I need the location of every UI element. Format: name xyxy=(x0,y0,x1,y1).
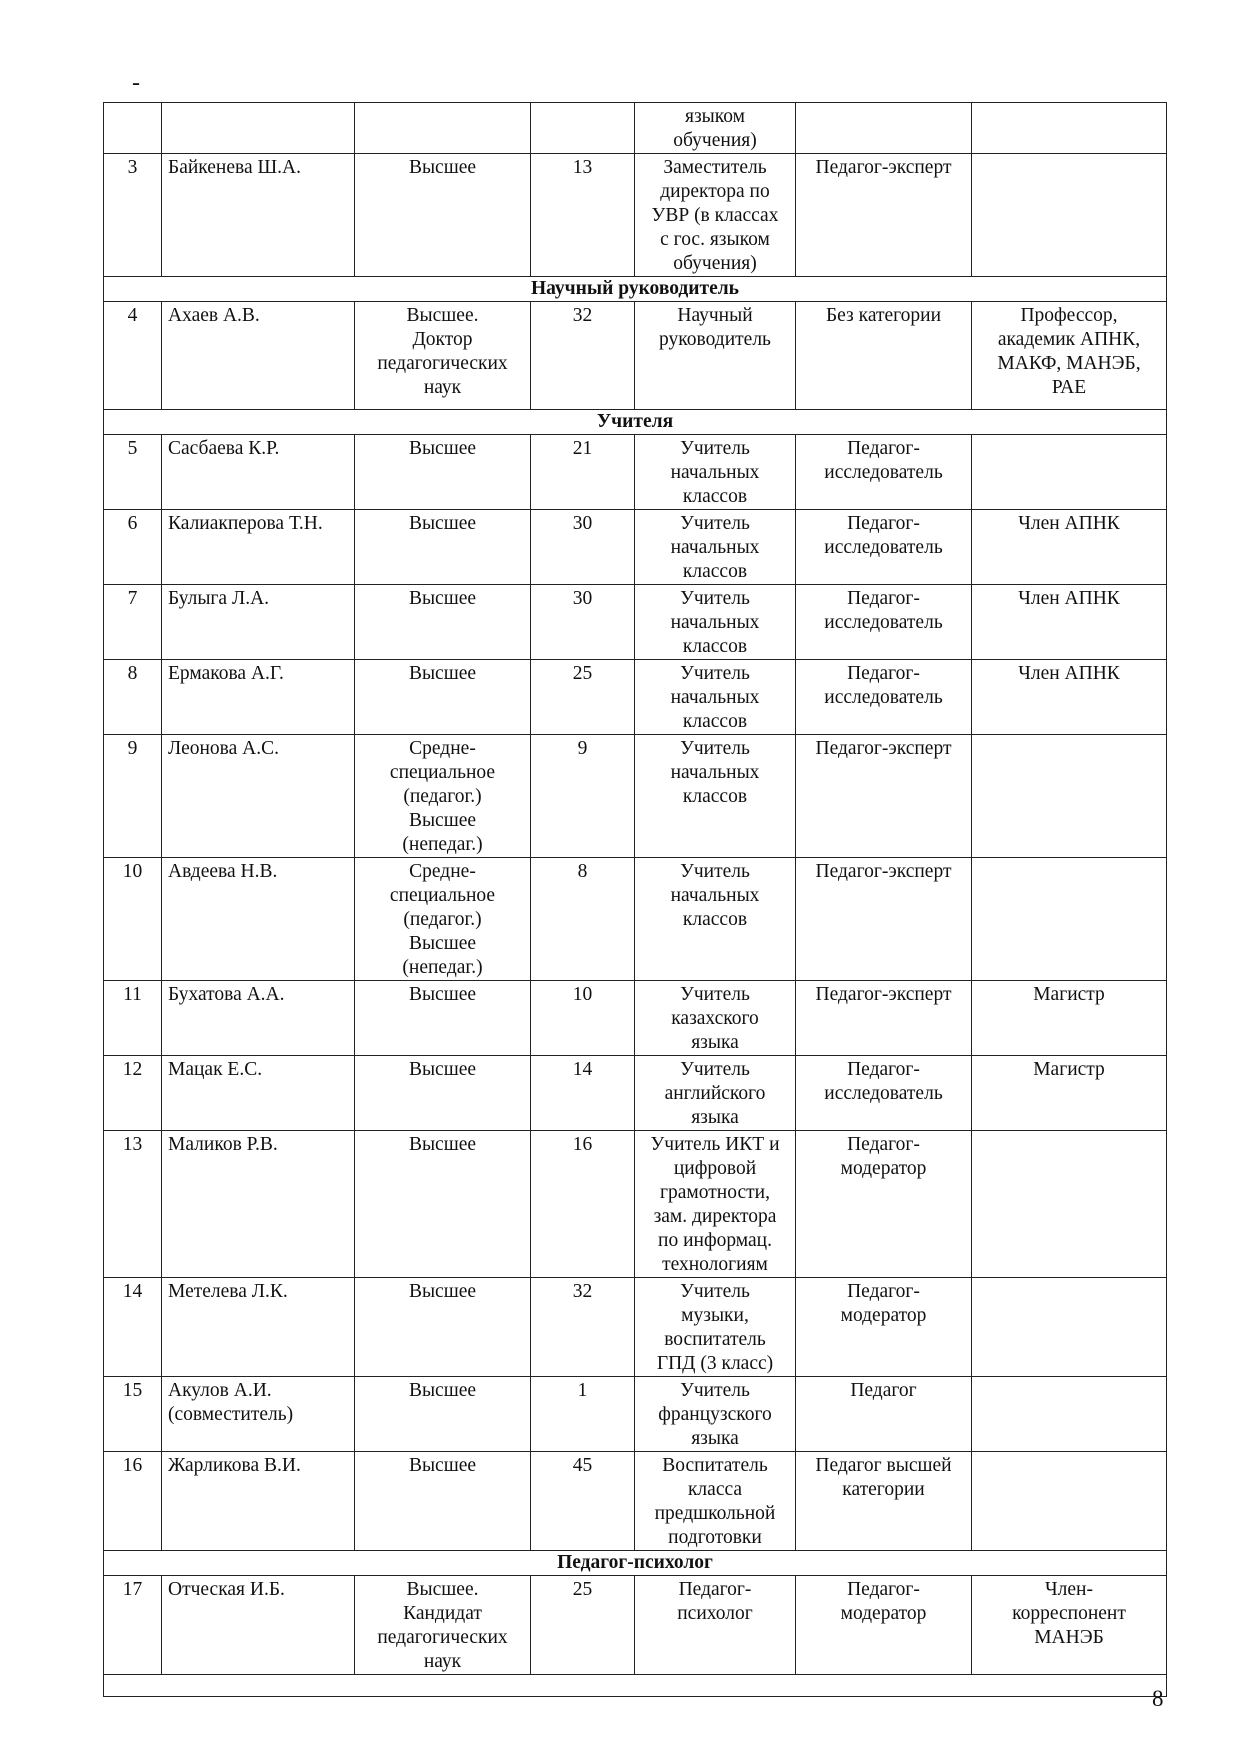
row-number-cell: 15 xyxy=(104,1377,162,1452)
education-cell: Средне- специальное (педагог.) Высшее (непедаг.) xyxy=(355,735,531,858)
category-cell: Педагог- исследователь xyxy=(796,435,972,510)
name-cell: Булыга Л.А. xyxy=(162,585,355,660)
row-number-cell xyxy=(104,103,162,154)
position-cell: Заместитель директора по УВР (в классах с гос. языком обучения) xyxy=(635,154,796,277)
section-title: Педагог-психолог xyxy=(104,1551,1167,1576)
category-cell: Педагог- исследователь xyxy=(796,660,972,735)
experience-cell: 25 xyxy=(531,660,635,735)
staff-table xyxy=(103,102,1167,1697)
note-cell xyxy=(972,1377,1167,1452)
row-number-cell: 13 xyxy=(104,1131,162,1278)
name-cell: Ахаев А.В. xyxy=(162,302,355,410)
education-cell xyxy=(355,103,531,154)
experience-cell: 13 xyxy=(531,154,635,277)
category-cell: Педагог высшей категории xyxy=(796,1452,972,1551)
note-cell: Член АПНК xyxy=(972,510,1167,585)
category-cell: Без категории xyxy=(796,302,972,410)
table-row xyxy=(104,1452,1167,1551)
name-cell: Метелева Л.К. xyxy=(162,1278,355,1377)
note-cell xyxy=(972,154,1167,277)
table-row xyxy=(104,435,1167,510)
position-cell: Учитель начальных классов xyxy=(635,735,796,858)
row-number-cell: 9 xyxy=(104,735,162,858)
note-cell: Магистр xyxy=(972,981,1167,1056)
position-cell: Научный руководитель xyxy=(635,302,796,410)
table-row xyxy=(104,981,1167,1056)
row-number-cell: 7 xyxy=(104,585,162,660)
note-cell xyxy=(972,1452,1167,1551)
row-number-cell: 11 xyxy=(104,981,162,1056)
row-number-cell: 12 xyxy=(104,1056,162,1131)
category-cell: Педагог-эксперт xyxy=(796,154,972,277)
table-row xyxy=(104,660,1167,735)
note-cell xyxy=(972,103,1167,154)
education-cell: Высшее xyxy=(355,981,531,1056)
page-number: 8 xyxy=(1152,1686,1164,1711)
education-cell: Высшее xyxy=(355,1056,531,1131)
position-cell: Учитель ИКТ и цифровой грамотности, зам. директора по информац. технологиям xyxy=(635,1131,796,1278)
category-cell: Педагог- исследователь xyxy=(796,1056,972,1131)
experience-cell: 30 xyxy=(531,585,635,660)
position-cell: Педагог- психолог xyxy=(635,1576,796,1675)
table-row xyxy=(104,1056,1167,1131)
experience-cell: 30 xyxy=(531,510,635,585)
table-row xyxy=(104,1576,1167,1675)
position-cell: Учитель начальных классов xyxy=(635,858,796,981)
position-cell: Учитель начальных классов xyxy=(635,660,796,735)
top-dash-mark: - xyxy=(132,70,140,96)
table-row xyxy=(104,585,1167,660)
note-cell: Член АПНК xyxy=(972,585,1167,660)
row-number-cell: 4 xyxy=(104,302,162,410)
note-cell: Член- корреспонент МАНЭБ xyxy=(972,1576,1167,1675)
section-header-row xyxy=(104,410,1167,435)
education-cell: Высшее xyxy=(355,1278,531,1377)
row-number-cell: 8 xyxy=(104,660,162,735)
name-cell: Авдеева Н.В. xyxy=(162,858,355,981)
row-number-cell: 16 xyxy=(104,1452,162,1551)
table-row xyxy=(104,1377,1167,1452)
experience-cell: 10 xyxy=(531,981,635,1056)
category-cell: Педагог-эксперт xyxy=(796,981,972,1056)
position-cell: Учитель казахского языка xyxy=(635,981,796,1056)
table-row xyxy=(104,1278,1167,1377)
position-cell: Учитель начальных классов xyxy=(635,435,796,510)
name-cell: Маликов Р.В. xyxy=(162,1131,355,1278)
table-row xyxy=(104,1131,1167,1278)
note-cell xyxy=(972,1278,1167,1377)
education-cell: Высшее xyxy=(355,1452,531,1551)
table-row xyxy=(104,510,1167,585)
experience-cell: 45 xyxy=(531,1452,635,1551)
section-header-row xyxy=(104,277,1167,302)
table-row xyxy=(104,103,1167,154)
education-cell: Высшее xyxy=(355,1131,531,1278)
note-cell: Профессор, академик АПНК, МАКФ, МАНЭБ, РАЕ xyxy=(972,302,1167,410)
experience-cell: 21 xyxy=(531,435,635,510)
table-row xyxy=(104,735,1167,858)
row-number-cell: 5 xyxy=(104,435,162,510)
experience-cell: 9 xyxy=(531,735,635,858)
row-number-cell: 14 xyxy=(104,1278,162,1377)
education-cell: Высшее xyxy=(355,585,531,660)
name-cell: Отческая И.Б. xyxy=(162,1576,355,1675)
note-cell xyxy=(972,1131,1167,1278)
name-cell: Сасбаева К.Р. xyxy=(162,435,355,510)
table-row xyxy=(104,858,1167,981)
name-cell: Леонова А.С. xyxy=(162,735,355,858)
name-cell: Жарликова В.И. xyxy=(162,1452,355,1551)
category-cell: Педагог- исследователь xyxy=(796,510,972,585)
table-row xyxy=(104,154,1167,277)
education-cell: Высшее xyxy=(355,1377,531,1452)
position-cell: Учитель французского языка xyxy=(635,1377,796,1452)
position-cell: языком обучения) xyxy=(635,103,796,154)
education-cell: Высшее xyxy=(355,154,531,277)
education-cell: Высшее xyxy=(355,435,531,510)
experience-cell: 32 xyxy=(531,302,635,410)
category-cell: Педагог- модератор xyxy=(796,1131,972,1278)
experience-cell: 8 xyxy=(531,858,635,981)
education-cell: Средне- специальное (педагог.) Высшее (непедаг.) xyxy=(355,858,531,981)
experience-cell: 14 xyxy=(531,1056,635,1131)
education-cell: Высшее. Кандидат педагогических наук xyxy=(355,1576,531,1675)
note-cell xyxy=(972,735,1167,858)
category-cell: Педагог- модератор xyxy=(796,1576,972,1675)
section-header-row xyxy=(104,1551,1167,1576)
category-cell: Педагог-эксперт xyxy=(796,735,972,858)
row-number-cell: 17 xyxy=(104,1576,162,1675)
category-cell: Педагог-эксперт xyxy=(796,858,972,981)
position-cell: Учитель музыки, воспитатель ГПД (3 класс) xyxy=(635,1278,796,1377)
category-cell xyxy=(796,103,972,154)
name-cell: Акулов А.И. (совместитель) xyxy=(162,1377,355,1452)
row-number-cell: 3 xyxy=(104,154,162,277)
experience-cell: 16 xyxy=(531,1131,635,1278)
education-cell: Высшее xyxy=(355,510,531,585)
experience-cell: 1 xyxy=(531,1377,635,1452)
experience-cell: 32 xyxy=(531,1278,635,1377)
table-row xyxy=(104,302,1167,410)
name-cell: Калиакперова Т.Н. xyxy=(162,510,355,585)
name-cell: Мацак Е.С. xyxy=(162,1056,355,1131)
section-title xyxy=(104,1675,1167,1697)
section-header-row xyxy=(104,1675,1167,1697)
experience-cell xyxy=(531,103,635,154)
name-cell: Бухатова А.А. xyxy=(162,981,355,1056)
note-cell xyxy=(972,435,1167,510)
name-cell: Байкенева Ш.А. xyxy=(162,154,355,277)
row-number-cell: 10 xyxy=(104,858,162,981)
position-cell: Учитель начальных классов xyxy=(635,510,796,585)
section-title: Научный руководитель xyxy=(104,277,1167,302)
education-cell: Высшее xyxy=(355,660,531,735)
note-cell: Член АПНК xyxy=(972,660,1167,735)
education-cell: Высшее. Доктор педагогических наук xyxy=(355,302,531,410)
position-cell: Учитель начальных классов xyxy=(635,585,796,660)
name-cell xyxy=(162,103,355,154)
note-cell xyxy=(972,858,1167,981)
experience-cell: 25 xyxy=(531,1576,635,1675)
category-cell: Педагог- модератор xyxy=(796,1278,972,1377)
position-cell: Учитель английского языка xyxy=(635,1056,796,1131)
section-title: Учителя xyxy=(104,410,1167,435)
name-cell: Ермакова А.Г. xyxy=(162,660,355,735)
category-cell: Педагог- исследователь xyxy=(796,585,972,660)
position-cell: Воспитатель класса предшкольной подготовки xyxy=(635,1452,796,1551)
note-cell: Магистр xyxy=(972,1056,1167,1131)
category-cell: Педагог xyxy=(796,1377,972,1452)
row-number-cell: 6 xyxy=(104,510,162,585)
